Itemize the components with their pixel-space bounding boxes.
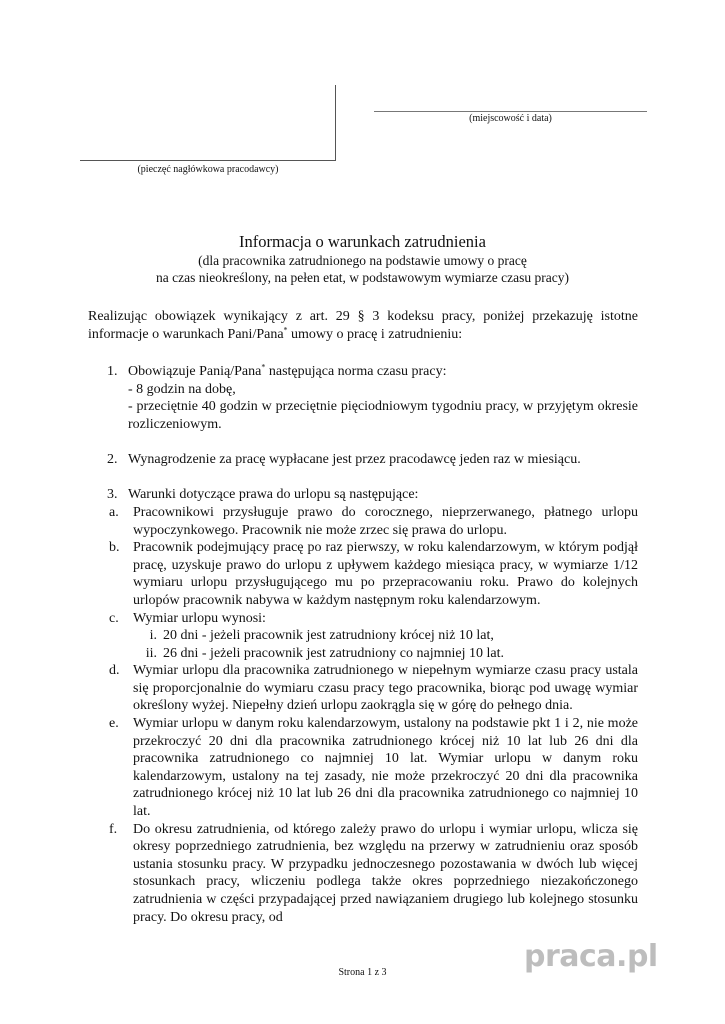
document-subtitle-line1: (dla pracownika zatrudnionego na podstawie umowy o pracę — [198, 253, 527, 268]
list-item-text: Wynagrodzenie za pracę wypłacane jest przez pracodawcę jeden raz w miesiącu. — [128, 452, 581, 468]
stamp-caption: (pieczęć nagłówkowa pracodawcy) — [137, 164, 279, 175]
list-item-text: Obowiązuje Panią/Pana — [128, 364, 262, 380]
list-item-number: 3. — [107, 487, 118, 503]
roman-numeral: i. — [149, 628, 157, 644]
document-subtitle-line2: na czas nieokreślony, na pełen etat, w podstawowym wymiarze czasu pracy) — [156, 270, 569, 285]
date-caption: (miejscowość i data) — [469, 113, 552, 124]
sub-item-text: Pracownik podejmujący pracę po raz pierwszy, w roku kalendarzowym, w którym podjął pracę, uzyskuje prawo do urlopu z upływem każdego miesiąca pracy, w wymiarze 1/12 wymiaru urlopu przysługującego mu po przepracowaniu roku. Prawo do kolejnych urlopów pracownik nabywa w każdym następnym roku kalendarzowym. — [133, 540, 638, 608]
document-body — [88, 308, 638, 926]
roman-list-item — [133, 645, 638, 663]
sub-item-text: Wymiar urlopu dla pracownika zatrudnionego w niepełnym wymiarze czasu pracy ustala się proporcjonalnie do wymiaru czasu pracy tego pracownika, biorąc pod uwagę wymiar określony wyżej. Niepełny dzień urlopu zaokrągla się w górę do pełnego dnia. — [133, 663, 638, 714]
title-block — [70, 232, 655, 286]
leave-length-list — [133, 627, 638, 662]
sub-item-letter: f. — [109, 821, 118, 837]
intro-text: Realizując obowiązek wynikający z art. 29 § 3 kodeksu pracy, poniżej przekazuję istotne informacje o warunkach Pani/Pana — [88, 309, 638, 342]
sub-list-item — [88, 539, 638, 609]
dash-line: - 8 godzin na dobę, — [128, 381, 236, 397]
sub-list-item — [88, 662, 638, 715]
sub-item-text: Wymiar urlopu wynosi: — [133, 610, 266, 626]
sub-item-letter: d. — [109, 663, 120, 679]
sub-item-letter: e. — [109, 716, 119, 732]
sub-list-item — [88, 504, 638, 539]
footnote-mark: * — [261, 362, 266, 372]
sub-item-letter: a. — [109, 504, 119, 520]
list-item — [88, 363, 638, 433]
page-number: Strona 1 z 3 — [338, 967, 387, 978]
footnote-mark: * — [283, 324, 288, 334]
sub-list-item — [88, 821, 638, 927]
document-title: Informacja o warunkach zatrudnienia — [239, 232, 486, 251]
list-item — [88, 451, 638, 469]
conditions-list — [88, 363, 638, 926]
sub-item-letter: c. — [109, 610, 119, 626]
list-item-number: 2. — [107, 452, 118, 468]
sub-item-letter: b. — [109, 540, 120, 556]
roman-item-text: 26 dni - jeżeli pracownik jest zatrudniony co najmniej 10 lat. — [163, 645, 504, 661]
intro-text-end: umowy o pracę i zatrudnieniu: — [287, 326, 463, 342]
sub-item-text: Wymiar urlopu w danym roku kalendarzowym, ustalony na podstawie pkt 1 i 2, nie może przekroczyć 20 dni dla pracownika zatrudnionego krócej niż 10 lat lub 26 dni dla pracownika zatrudnionego co najmniej 10 lat. Wymiar urlopu w danym roku kalendarzowym, ustalony na tej zasady, nie może przekroczyć 20 dni dla pracownika zatrudnionego krócej niż 10 lat lub 26 dni dla pracownika zatrudnionego co najmniej 10 lat. — [133, 716, 638, 820]
roman-numeral: ii. — [145, 645, 157, 661]
sub-item-text: Pracownikowi przysługuje prawo do corocznego, nieprzerwanego, płatnego urlopu wypoczynkowego. Pracownik nie może zrzec się prawa do urlopu. — [133, 504, 638, 538]
date-line — [374, 111, 647, 112]
sub-list-item — [88, 715, 638, 821]
roman-item-text: 20 dni - jeżeli pracownik jest zatrudniony krócej niż 10 lat, — [163, 628, 494, 644]
list-item — [88, 486, 638, 926]
roman-list-item — [133, 627, 638, 645]
list-item-text: następująca norma czasu pracy: — [265, 364, 447, 380]
list-item-number: 1. — [107, 364, 118, 380]
leave-conditions-list — [88, 504, 638, 926]
praca-pl-logo: praca.pl — [524, 939, 658, 974]
stamp-box-border-vertical — [335, 85, 336, 161]
sub-item-text: Do okresu zatrudnienia, od którego zależy prawo do urlopu i wymiar urlopu, wlicza się okresy poprzedniego zatrudnienia, bez względu na przerwy w zatrudnieniu oraz sposób ustania stosunku pracy. W przypadku jednoczesnego pozostawania w dwóch lub więcej stosunkach pracy, wliczeniu podlega także okres poprzedniego niezakończonego zatrudnienia w części przypadającej przed nawiązaniem drugiego lub kolejnego stosunku pracy. Do okresu pracy, od — [133, 821, 638, 925]
stamp-box-border-horizontal — [80, 160, 336, 161]
intro-paragraph — [88, 308, 638, 343]
sub-list-item — [88, 610, 638, 663]
dash-line: - przeciętnie 40 godzin w przeciętnie pięciodniowym tygodniu pracy, w przyjętym okresie rozliczeniowym. — [128, 399, 638, 432]
list-item-text: Warunki dotyczące prawa do urlopu są następujące: — [128, 487, 419, 503]
